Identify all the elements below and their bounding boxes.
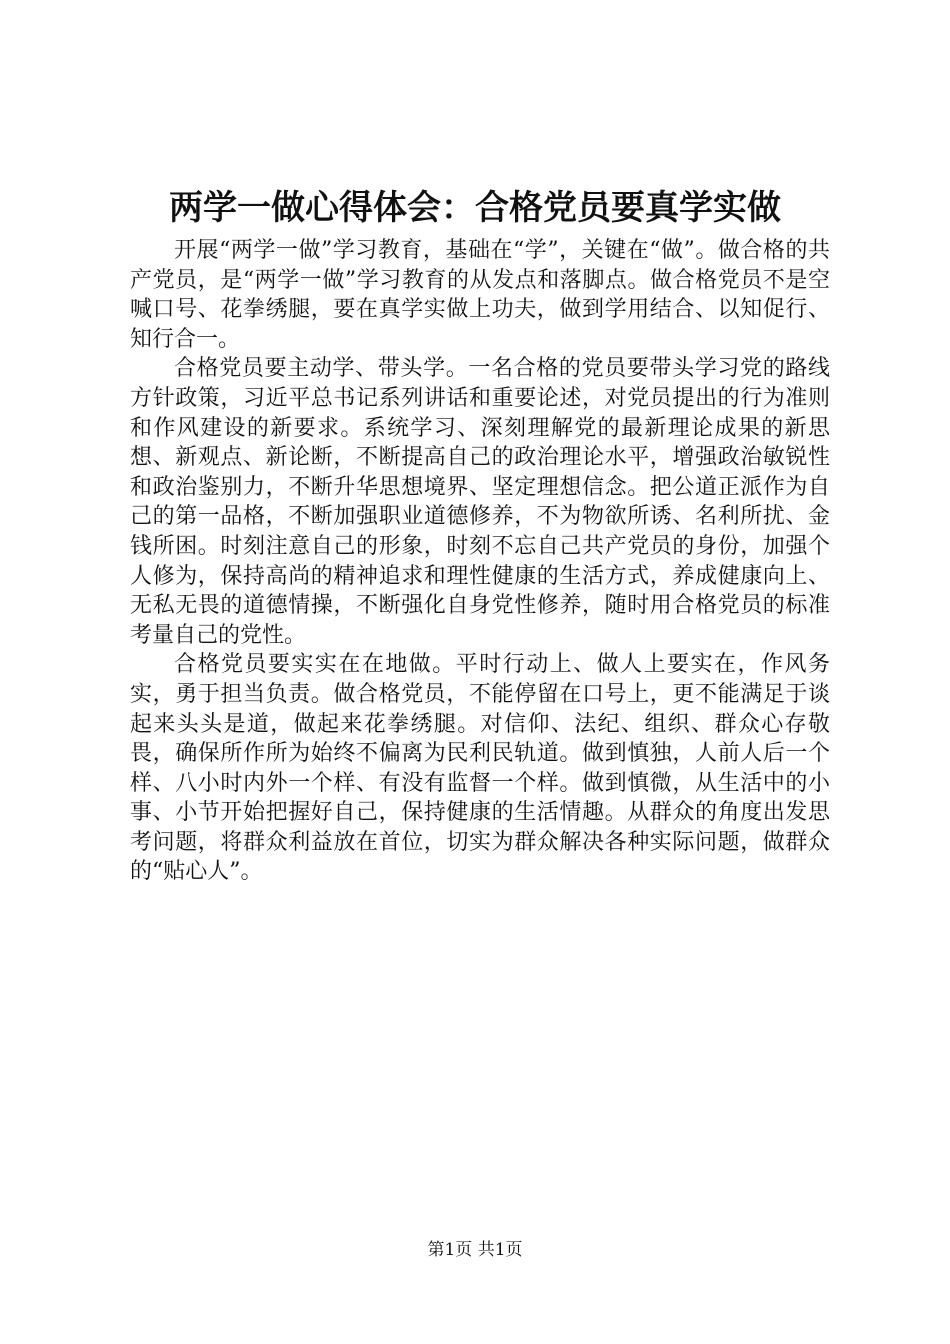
document-body <box>130 236 830 887</box>
paragraph-1: 开展“两学一做”学习教育，基础在“学”，关键在“做”。做合格的共产党员，是“两学一做”学习教育的从发点和落脚点。做合格党员不是空喊口号、花拳绣腿，要在真学实做上功夫，做到学用结合、以知促行、知行合一。 <box>130 238 831 352</box>
document-title: 两学一做心得体会：合格党员要真学实做 <box>169 188 781 228</box>
paragraph-2: 合格党员要主动学、带头学。一名合格的党员要带头学习党的路线方针政策，习近平总书记系列讲话和重要论述，对党员提出的行为准则和作风建设的新要求。系统学习、深刻理解党的最新理论成果的新思想、新观点、新论断，不断提高自己的政治理论水平，增强政治敏锐性和政治鉴别力，不断升华思想境界、坚定理想信念。把公道正派作为自己的第一品格，不断加强职业道德修养，不为物欲所诱、名利所扰、金钱所困。时刻注意自己的形象，时刻不忘自己共产党员的身份，加强个人修为，保持高尚的精神追求和理性健康的生活方式，养成健康向上、无私无畏的道德情操，不断强化自身党性修养，随时用合格党员的标准考量自己的党性。 <box>130 356 830 648</box>
page-footer: 第1页 共1页 <box>427 1240 523 1260</box>
paragraph-3: 合格党员要实实在在地做。平时行动上、做人上要实在，作风务实，勇于担当负责。做合格党员，不能停留在口号上，更不能满足于谈起来头头是道，做起来花拳绣腿。对信仰、法纪、组织、群众心存敬畏，确保所作所为始终不偏离为民利民轨道。做到慎独，人前人后一个样、八小时内外一个样、有没有监督一个样。做到慎微，从生活中的小事、小节开始把握好自己，保持健康的生活情趣。从群众的角度出发思考问题，将群众利益放在首位，切实为群众解决各种实际问题，做群众的“贴心人”。 <box>130 652 830 885</box>
